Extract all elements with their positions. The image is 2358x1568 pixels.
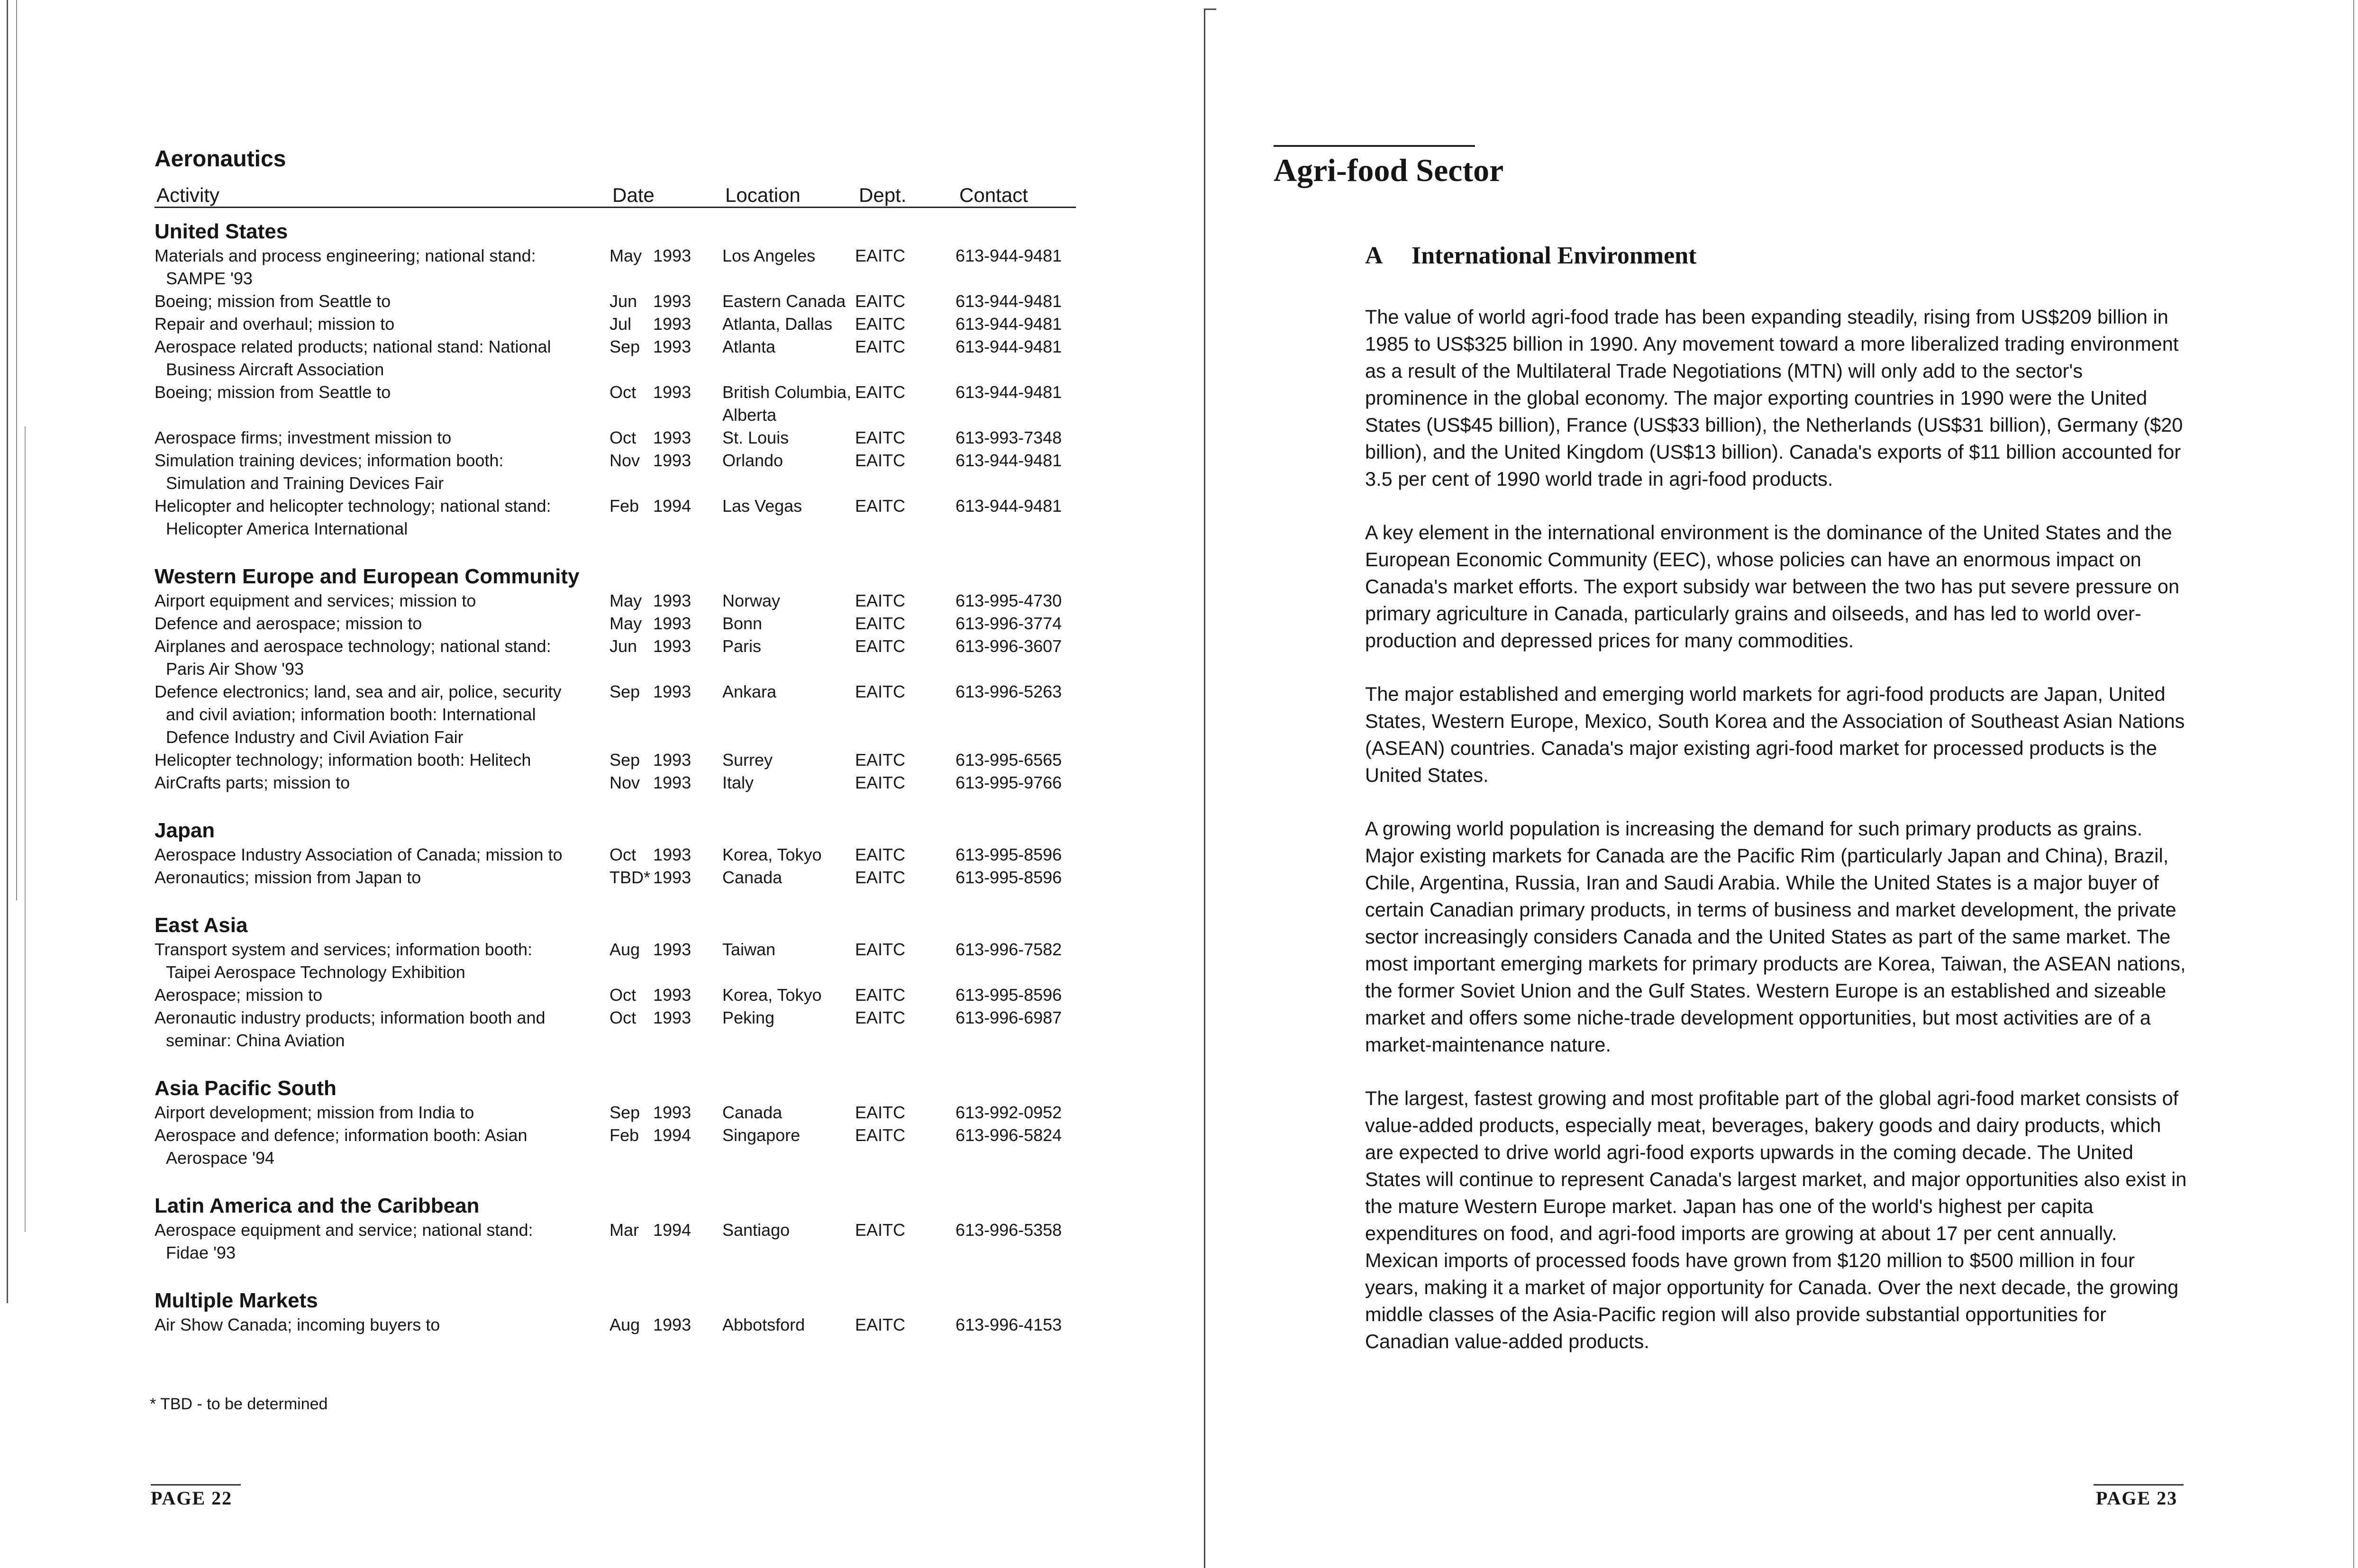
activity-line: Aerospace '94 <box>166 1148 275 1168</box>
date-cell <box>610 771 722 794</box>
activity-cell <box>155 495 610 540</box>
column-header-contact: Contact <box>959 184 1028 206</box>
date-cell <box>610 612 722 635</box>
location-cell <box>722 1314 855 1336</box>
contact-cell: 613-995-4730 <box>956 591 1062 610</box>
location-cell <box>722 449 855 495</box>
location-line: Korea, Tokyo <box>722 985 822 1005</box>
contact-cell: 613-944-9481 <box>956 496 1062 516</box>
date-year: 1993 <box>653 337 692 356</box>
date-year: 1993 <box>653 428 692 447</box>
location-line: St. Louis <box>722 428 789 447</box>
activity-cell <box>155 635 610 680</box>
region-title: Japan <box>155 819 215 842</box>
date-year: 1993 <box>653 750 692 770</box>
activity-cell <box>155 984 610 1006</box>
date-month: Oct <box>610 382 637 402</box>
location-cell <box>722 749 855 771</box>
location-line: Las Vegas <box>722 496 802 516</box>
table-row <box>155 771 1076 794</box>
location-cell <box>722 1219 855 1264</box>
date-cell <box>610 245 722 290</box>
date-year: 1993 <box>653 868 692 887</box>
dept-cell: EAITC <box>855 1315 906 1334</box>
location-cell <box>722 426 855 449</box>
contact-cell: 613-995-9766 <box>956 773 1062 792</box>
date-year: 1993 <box>653 314 692 334</box>
contact-cell: 613-992-0952 <box>956 1103 1062 1122</box>
contact-cell: 613-944-9481 <box>956 451 1062 470</box>
activity-line: Aerospace and defence; information booth: Asian <box>155 1125 528 1145</box>
table-row <box>155 866 1076 889</box>
region-title: Latin America and the Caribbean <box>155 1194 480 1217</box>
date-year: 1993 <box>653 940 692 959</box>
table-row <box>155 984 1076 1006</box>
date-year: 1993 <box>653 636 692 656</box>
location-line: Italy <box>722 773 754 792</box>
contact-cell: 613-996-5824 <box>956 1125 1062 1145</box>
contact-cell: 613-944-9481 <box>956 337 1062 356</box>
location-cell <box>722 984 855 1006</box>
date-month: Oct <box>610 845 637 864</box>
activity-cell <box>155 1006 610 1052</box>
chapter-title: Agri-food Sector <box>1274 152 1504 188</box>
region-section <box>155 818 1076 889</box>
location-cell <box>722 589 855 612</box>
activity-cell <box>155 449 610 495</box>
location-line: Eastern Canada <box>722 291 846 311</box>
date-month: May <box>610 591 642 610</box>
scan-edge-line <box>2353 0 2354 1568</box>
activity-cell <box>155 680 610 749</box>
date-year: 1993 <box>653 382 692 402</box>
date-cell <box>610 1124 722 1169</box>
date-cell <box>610 290 722 313</box>
activity-line: Air Show Canada; incoming buyers to <box>155 1315 440 1334</box>
section-title: International Environment <box>1411 242 1697 269</box>
activity-line: Helicopter and helicopter technology; national stand: <box>155 496 551 516</box>
location-cell <box>722 495 855 540</box>
paragraph: The largest, fastest growing and most profitable part of the global agri-food market consists of value-added products, especially meat, beverages, bakery goods and dairy products, which are expected to drive world agri-food exports upwards in the coming decade. The United States will continue to represent Canada's largest market, and major opportunities also exist in the mature Western Europe market. Japan has one of the world's highest per capita expenditures on food, and agri-food imports are growing at about 17 per cent annually. Mexican imports of processed foods have grown from $120 million to $500 million in four years, making it a market of major opportunity for Canada. Over the next decade, the growing middle classes of the Asia-Pacific region will also provide substantial opportunities for Canadian value-added products. <box>1365 1087 2187 1352</box>
date-month: Aug <box>610 940 640 959</box>
activity-line: Helicopter America International <box>166 519 408 538</box>
dept-cell: EAITC <box>855 1103 906 1122</box>
activity-cell <box>155 245 610 290</box>
scan-edge-line <box>7 0 8 1303</box>
location-line: Peking <box>722 1008 775 1027</box>
date-cell <box>610 866 722 889</box>
activity-line: Materials and process engineering; national stand: <box>155 246 536 265</box>
page-title: Aeronautics <box>155 146 286 172</box>
activity-line: Airport development; mission from India to <box>155 1103 474 1122</box>
activity-line: Airplanes and aerospace technology; national stand: <box>155 636 551 656</box>
date-month: Nov <box>610 773 640 792</box>
date-cell <box>610 381 722 426</box>
date-month: Sep <box>610 337 640 356</box>
table-row <box>155 426 1076 449</box>
activity-cell <box>155 589 610 612</box>
activity-cell <box>155 843 610 866</box>
table-row <box>155 313 1076 335</box>
contact-cell: 613-996-6987 <box>956 1008 1062 1027</box>
dept-cell: EAITC <box>855 246 906 265</box>
date-month: Sep <box>610 750 640 770</box>
dept-cell: EAITC <box>855 591 906 610</box>
date-year: 1994 <box>653 1125 692 1145</box>
location-line: Norway <box>722 591 781 610</box>
location-line: Atlanta <box>722 337 776 356</box>
paragraph: The value of world agri-food trade has been expanding steadily, rising from US$209 billion in 1985 to US$325 billion in 1990. Any movement toward a more liberalized trading environment as a result of the Multilateral Trade Negotiations (MTN) will only add to the sector's prominence in the global economy. The major exporting countries in 1990 were the United States (US$45 billion), France (US$33 billion), the Netherlands (US$31 billion), Germany ($20 billion), and the United Kingdom (US$13 billion). Canada's exports of $11 billion accounted for 3.5 per cent of 1990 world trade in agri-food products. <box>1365 306 2183 490</box>
location-cell <box>722 290 855 313</box>
location-line: Los Angeles <box>722 246 816 265</box>
region-section <box>155 564 1076 794</box>
dept-cell: EAITC <box>855 451 906 470</box>
location-line: Alberta <box>722 405 777 425</box>
date-month: Jun <box>610 291 637 311</box>
location-cell <box>722 843 855 866</box>
activity-cell <box>155 1101 610 1124</box>
date-year: 1993 <box>653 845 692 864</box>
date-year: 1993 <box>653 1008 692 1027</box>
location-cell <box>722 381 855 426</box>
date-cell <box>610 495 722 540</box>
date-year: 1993 <box>653 451 692 470</box>
date-month: Aug <box>610 1315 640 1334</box>
region-section <box>155 1076 1076 1169</box>
location-line: Singapore <box>722 1125 801 1145</box>
activity-cell <box>155 335 610 381</box>
paragraph: A key element in the international environment is the dominance of the United States and the European Economic Community (EEC), whose policies can have an enormous impact on Canada's market efforts. The export subsidy war between the two has put severe pressure on primary agriculture in Canada, particularly grains and oilseeds, and has led to world over-production and depressed prices for many commodities. <box>1365 521 2180 652</box>
dept-cell: EAITC <box>855 845 906 864</box>
activity-line: Aeronautics; mission from Japan to <box>155 868 421 887</box>
location-cell <box>722 313 855 335</box>
table-row <box>155 749 1076 771</box>
activity-line: Defence electronics; land, sea and air, police, security <box>155 682 562 701</box>
contact-cell: 613-944-9481 <box>956 314 1062 334</box>
activity-line: Boeing; mission from Seattle to <box>155 291 391 311</box>
table-row <box>155 1314 1076 1336</box>
location-line: Canada <box>722 1103 783 1122</box>
date-month: Jun <box>610 636 637 656</box>
dept-cell: EAITC <box>855 636 906 656</box>
column-header-dept: Dept. <box>859 184 907 206</box>
table-row <box>155 635 1076 680</box>
column-header-activity: Activity <box>156 184 220 206</box>
contact-cell: 613-944-9481 <box>956 246 1062 265</box>
activity-line: Boeing; mission from Seattle to <box>155 382 391 402</box>
date-month: Sep <box>610 682 640 701</box>
location-line: Taiwan <box>722 940 776 959</box>
date-cell <box>610 589 722 612</box>
location-cell <box>722 612 855 635</box>
contact-cell: 613-996-5358 <box>956 1220 1062 1240</box>
body-text <box>1365 303 2190 1381</box>
dept-cell: EAITC <box>855 773 906 792</box>
activity-line: and civil aviation; information booth: International <box>166 705 536 724</box>
activity-line: Simulation training devices; information booth: <box>155 451 504 470</box>
table-row <box>155 245 1076 290</box>
activity-cell <box>155 290 610 313</box>
dept-cell: EAITC <box>855 682 906 701</box>
header-rule <box>155 207 1076 208</box>
date-cell <box>610 1314 722 1336</box>
table-row <box>155 1219 1076 1264</box>
contact-cell: 613-996-4153 <box>956 1315 1062 1334</box>
contact-cell: 613-996-7582 <box>956 940 1062 959</box>
activity-cell <box>155 313 610 335</box>
scan-edge-line <box>16 0 17 900</box>
activity-table <box>155 219 1076 1336</box>
date-year: 1993 <box>653 682 692 701</box>
section-heading <box>1365 242 1696 270</box>
region-section <box>155 1288 1076 1336</box>
activity-line: Airport equipment and services; mission to <box>155 591 476 610</box>
activity-cell <box>155 1314 610 1336</box>
table-row <box>155 589 1076 612</box>
date-cell <box>610 335 722 381</box>
activity-line: Helicopter technology; information booth: Helitech <box>155 750 531 770</box>
activity-line: Aerospace firms; investment mission to <box>155 428 452 447</box>
date-month: Oct <box>610 985 637 1005</box>
table-row <box>155 335 1076 381</box>
date-month: Mar <box>610 1220 639 1240</box>
date-year: 1993 <box>653 1315 692 1334</box>
activity-line: Aerospace; mission to <box>155 985 323 1005</box>
dept-cell: EAITC <box>855 496 906 516</box>
location-line: Santiago <box>722 1220 790 1240</box>
activity-line: Aerospace Industry Association of Canada; mission to <box>155 845 563 864</box>
region-title: East Asia <box>155 914 248 937</box>
page-number: PAGE 23 <box>2096 1487 2178 1509</box>
region-title: Asia Pacific South <box>155 1077 337 1100</box>
dept-cell: EAITC <box>855 314 906 334</box>
activity-line: Aerospace related products; national stand: National <box>155 337 551 356</box>
page-number: PAGE 22 <box>151 1487 233 1509</box>
location-line: Atlanta, Dallas <box>722 314 833 334</box>
activity-cell <box>155 749 610 771</box>
region-section <box>155 219 1076 540</box>
date-year: 1993 <box>653 1103 692 1122</box>
dept-cell: EAITC <box>855 985 906 1005</box>
paragraph: The major established and emerging world markets for agri-food products are Japan, United States, Western Europe, Mexico, South Korea and the Association of Southeast Asian Nations (ASEAN) countries. Canada's major existing agri-food market for processed products is the United States. <box>1365 683 2185 786</box>
table-row <box>155 680 1076 749</box>
activity-cell <box>155 938 610 984</box>
dept-cell: EAITC <box>855 291 906 311</box>
location-line: Ankara <box>722 682 777 701</box>
date-month: Oct <box>610 1008 637 1027</box>
date-year: 1993 <box>653 591 692 610</box>
contact-cell: 613-944-9481 <box>956 382 1062 402</box>
contact-cell: 613-995-6565 <box>956 750 1062 770</box>
contact-cell: 613-995-8596 <box>956 985 1062 1005</box>
dept-cell: EAITC <box>855 1008 906 1027</box>
date-cell <box>610 313 722 335</box>
dept-cell: EAITC <box>855 337 906 356</box>
title-rule <box>1274 145 1475 147</box>
activity-line: Aerospace equipment and service; national stand: <box>155 1220 533 1240</box>
location-cell <box>722 680 855 749</box>
folio-rule <box>151 1484 241 1486</box>
activity-line: AirCrafts parts; mission to <box>155 773 350 792</box>
date-month: TBD* <box>610 868 651 887</box>
location-cell <box>722 938 855 984</box>
location-cell <box>722 245 855 290</box>
location-line: Korea, Tokyo <box>722 845 822 864</box>
date-cell <box>610 449 722 495</box>
date-month: Oct <box>610 428 637 447</box>
activity-cell <box>155 1219 610 1264</box>
activity-cell <box>155 426 610 449</box>
date-cell <box>610 1219 722 1264</box>
activity-line: Defence and aerospace; mission to <box>155 614 422 633</box>
table-row <box>155 1006 1076 1052</box>
location-line: Orlando <box>722 451 783 470</box>
activity-cell <box>155 381 610 426</box>
table-row <box>155 843 1076 866</box>
dept-cell: EAITC <box>855 868 906 887</box>
date-cell <box>610 1006 722 1052</box>
location-cell <box>722 1124 855 1169</box>
activity-line: Paris Air Show '93 <box>166 659 304 679</box>
contact-cell: 613-995-8596 <box>956 845 1062 864</box>
table-row <box>155 1124 1076 1169</box>
region-title: United States <box>155 220 288 243</box>
activity-line: Taipei Aerospace Technology Exhibition <box>166 962 465 982</box>
table-row <box>155 612 1076 635</box>
date-month: Sep <box>610 1103 640 1122</box>
activity-line: Fidae '93 <box>166 1243 236 1262</box>
location-cell <box>722 866 855 889</box>
section-letter: A <box>1365 242 1383 269</box>
location-line: Bonn <box>722 614 763 633</box>
location-cell <box>722 635 855 680</box>
footnote: * TBD - to be determined <box>150 1395 328 1413</box>
date-month: May <box>610 614 642 633</box>
date-year: 1994 <box>653 496 692 516</box>
dept-cell: EAITC <box>855 382 906 402</box>
location-line: British Columbia, <box>722 382 852 402</box>
dept-cell: EAITC <box>855 750 906 770</box>
table-row <box>155 938 1076 984</box>
date-cell <box>610 1101 722 1124</box>
activity-line: Defence Industry and Civil Aviation Fair <box>166 727 464 747</box>
contact-cell: 613-995-8596 <box>956 868 1062 887</box>
activity-line: Simulation and Training Devices Fair <box>166 473 444 493</box>
activity-cell <box>155 1124 610 1169</box>
date-year: 1993 <box>653 773 692 792</box>
table-row <box>155 290 1076 313</box>
contact-cell: 613-996-5263 <box>956 682 1062 701</box>
date-year: 1993 <box>653 614 692 633</box>
location-cell <box>722 771 855 794</box>
date-cell <box>610 680 722 749</box>
location-line: Abbotsford <box>722 1315 805 1334</box>
contact-cell: 613-996-3774 <box>956 614 1062 633</box>
activity-cell <box>155 612 610 635</box>
location-cell <box>722 1006 855 1052</box>
location-line: Canada <box>722 868 783 887</box>
dept-cell: EAITC <box>855 1125 906 1145</box>
paragraph: A growing world population is increasing the demand for such primary products as grains. Major existing markets for Canada are the Pacific Rim (particularly Japan and China), Brazil, Chile, Argentina, Russia, Iran and Saudi Arabia. While the United States is a major buyer of certain Canadian primary products, in terms of business and market development, the private sector increasingly considers Canada and the United States as part of the same market. The most important emerging markets for primary products are Korea, Taiwan, the ASEAN nations, the former Soviet Union and the Gulf States. Western Europe is an established and sizeable market and offers some niche-trade development opportunities, but most activities are of a market-maintenance nature. <box>1365 817 2186 1056</box>
location-line: Surrey <box>722 750 773 770</box>
date-cell <box>610 426 722 449</box>
date-cell <box>610 843 722 866</box>
table-row <box>155 449 1076 495</box>
date-year: 1993 <box>653 291 692 311</box>
region-title: Western Europe and European Community <box>155 565 580 588</box>
contact-cell: 613-993-7348 <box>956 428 1062 447</box>
region-title: Multiple Markets <box>155 1289 318 1312</box>
dept-cell: EAITC <box>855 428 906 447</box>
date-year: 1994 <box>653 1220 692 1240</box>
date-month: May <box>610 246 642 265</box>
dept-cell: EAITC <box>855 614 906 633</box>
activity-cell <box>155 771 610 794</box>
region-section <box>155 913 1076 1052</box>
location-line: Paris <box>722 636 762 656</box>
date-month: Feb <box>610 496 639 516</box>
region-section <box>155 1193 1076 1264</box>
activity-line: seminar: China Aviation <box>166 1031 345 1050</box>
date-year: 1993 <box>653 985 692 1005</box>
location-cell <box>722 1101 855 1124</box>
table-row <box>155 1101 1076 1124</box>
folio-rule <box>2094 1484 2184 1486</box>
right-page <box>1179 0 2358 1568</box>
table-row <box>155 381 1076 426</box>
date-month: Jul <box>610 314 632 334</box>
date-year: 1993 <box>653 246 692 265</box>
date-cell <box>610 635 722 680</box>
column-header-date: Date <box>612 184 655 206</box>
date-cell <box>610 749 722 771</box>
date-cell <box>610 938 722 984</box>
activity-cell <box>155 866 610 889</box>
table-row <box>155 495 1076 540</box>
activity-line: Aeronautic industry products; information booth and <box>155 1008 546 1027</box>
date-cell <box>610 984 722 1006</box>
activity-line: Business Aircraft Association <box>166 360 384 379</box>
dept-cell: EAITC <box>855 1220 906 1240</box>
date-month: Nov <box>610 451 640 470</box>
column-header-location: Location <box>725 184 801 206</box>
dept-cell: EAITC <box>855 940 906 959</box>
activity-line: SAMPE '93 <box>166 269 253 288</box>
contact-cell: 613-944-9481 <box>956 291 1062 311</box>
contact-cell: 613-996-3607 <box>956 636 1062 656</box>
activity-line: Repair and overhaul; mission to <box>155 314 395 334</box>
scan-edge-line <box>25 426 26 1232</box>
location-cell <box>722 335 855 381</box>
activity-line: Transport system and services; information booth: <box>155 940 533 959</box>
date-month: Feb <box>610 1125 639 1145</box>
